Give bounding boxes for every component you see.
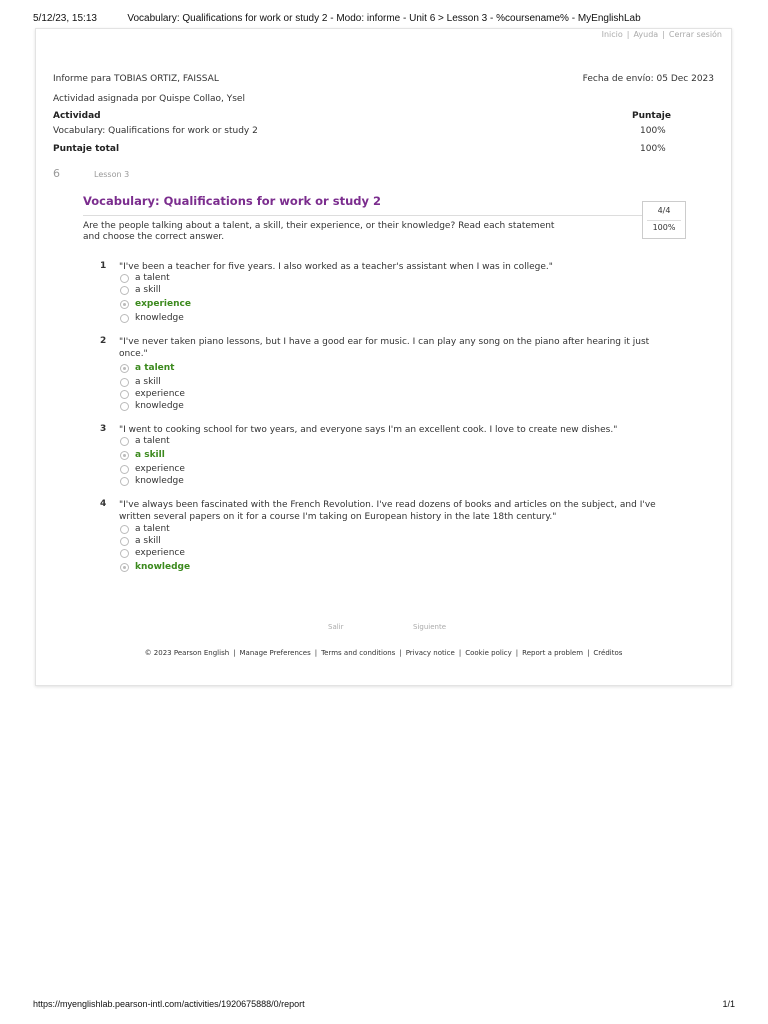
cookie-policy-link[interactable]: Cookie policy [465, 649, 512, 657]
lesson-label: Lesson 3 [94, 170, 130, 179]
manage-preferences-link[interactable]: Manage Preferences [239, 649, 311, 657]
question-text: "I've always been fascinated with the French Revolution. I've read dozens of books and articles on the subject, and I've written several papers on it for a course I'm taking on European history in the late 18th century." [119, 500, 656, 522]
score-box [642, 201, 686, 239]
radio-button[interactable] [120, 465, 129, 474]
credits-link[interactable]: Créditos [593, 649, 623, 657]
separator: | [626, 30, 630, 39]
print-footer [0, 999, 768, 1013]
separator: | [314, 649, 318, 657]
top-links [602, 30, 722, 39]
print-url: https://myenglishlab.pearson-intl.com/activities/1920675888/0/report [33, 999, 305, 1009]
score-column-header: Puntaje [632, 111, 671, 121]
question-text: "I went to cooking school for two years, and everyone says I'm an excellent cook. I love to create new dishes." [119, 425, 618, 435]
activity-title: Vocabulary: Qualifications for work or study 2 [83, 194, 381, 208]
question-number: 3 [100, 424, 107, 434]
question-number: 4 [100, 499, 107, 509]
radio-button[interactable] [120, 477, 129, 486]
radio-button[interactable] [120, 390, 129, 399]
footer-links [36, 649, 731, 657]
radio-button[interactable] [120, 537, 129, 546]
activity-column-header: Actividad [53, 111, 101, 121]
submission-date: Fecha de envío: 05 Dec 2023 [582, 74, 714, 84]
option-label-correct: knowledge [135, 562, 191, 572]
option-label: knowledge [135, 401, 184, 411]
total-score-label: Puntaje total [53, 144, 120, 154]
logout-link[interactable]: Cerrar sesión [668, 30, 722, 39]
option-label: a talent [135, 524, 170, 534]
report-for-student: Informe para TOBIAS ORTIZ, FAISSAL [53, 74, 219, 84]
activity-row-name: Vocabulary: Qualifications for work or study 2 [53, 126, 258, 136]
separator: | [515, 649, 519, 657]
radio-button-selected[interactable] [120, 300, 129, 309]
option-label: knowledge [135, 476, 184, 486]
option-label: a talent [135, 273, 170, 283]
print-page-number: 1/1 [722, 999, 735, 1009]
exit-button[interactable]: Salir [328, 623, 344, 631]
print-page-title: Vocabulary: Qualifications for work or study 2 - Modo: informe - Unit 6 > Lesson 3 - %coursename% - MyEnglishLab [127, 13, 641, 24]
option-label: a skill [135, 285, 161, 295]
help-link[interactable]: Ayuda [633, 30, 659, 39]
print-header [0, 13, 768, 27]
option-label: a skill [135, 377, 161, 387]
print-datetime: 5/12/23, 15:13 [33, 13, 97, 24]
radio-button[interactable] [120, 286, 129, 295]
radio-button-selected[interactable] [120, 563, 129, 572]
terms-link[interactable]: Terms and conditions [321, 649, 396, 657]
radio-button[interactable] [120, 274, 129, 283]
privacy-link[interactable]: Privacy notice [405, 649, 455, 657]
option-label: experience [135, 389, 185, 399]
question-number: 1 [100, 261, 107, 271]
option-label: knowledge [135, 313, 184, 323]
separator: | [458, 649, 462, 657]
question-number: 2 [100, 336, 107, 346]
question-text: "I've never taken piano lessons, but I have a good ear for music. I can play any song on the piano after hearing it just once." [119, 337, 650, 359]
option-label: a talent [135, 436, 170, 446]
option-label: experience [135, 548, 185, 558]
radio-button[interactable] [120, 437, 129, 446]
separator: | [233, 649, 236, 657]
radio-button[interactable] [120, 314, 129, 323]
radio-button[interactable] [120, 402, 129, 411]
score-divider [647, 220, 681, 221]
radio-button-selected[interactable] [120, 364, 129, 373]
report-panel [35, 28, 732, 686]
separator: | [399, 649, 402, 657]
radio-button[interactable] [120, 549, 129, 558]
total-score-value: 100% [640, 144, 666, 154]
report-problem-link[interactable]: Report a problem [522, 649, 584, 657]
assigned-by: Actividad asignada por Quispe Collao, Ysel [53, 94, 245, 104]
separator: | [662, 30, 665, 39]
option-label-correct: a skill [135, 450, 165, 460]
question-text: "I've been a teacher for five years. I also worked as a teacher's assistant when I was in college." [119, 262, 553, 272]
radio-button[interactable] [120, 525, 129, 534]
score-percent: 100% [652, 223, 676, 232]
activity-row-score: 100% [640, 126, 666, 136]
next-button[interactable]: Siguiente [413, 623, 447, 631]
score-fraction: 4/4 [657, 206, 671, 215]
copyright: © 2023 Pearson English [144, 649, 230, 657]
instructions: Are the people talking about a talent, a skill, their experience, or their knowledge? Read each statement and choose the correct answer. [83, 221, 555, 242]
title-divider [83, 215, 643, 216]
option-label: experience [135, 464, 185, 474]
unit-number: 6 [53, 167, 60, 180]
radio-button-selected[interactable] [120, 451, 129, 460]
separator: | [587, 649, 590, 657]
home-link[interactable]: Inicio [601, 30, 623, 39]
option-label-correct: a talent [135, 363, 175, 373]
option-label: a skill [135, 536, 161, 546]
option-label-correct: experience [135, 299, 191, 309]
radio-button[interactable] [120, 378, 129, 387]
